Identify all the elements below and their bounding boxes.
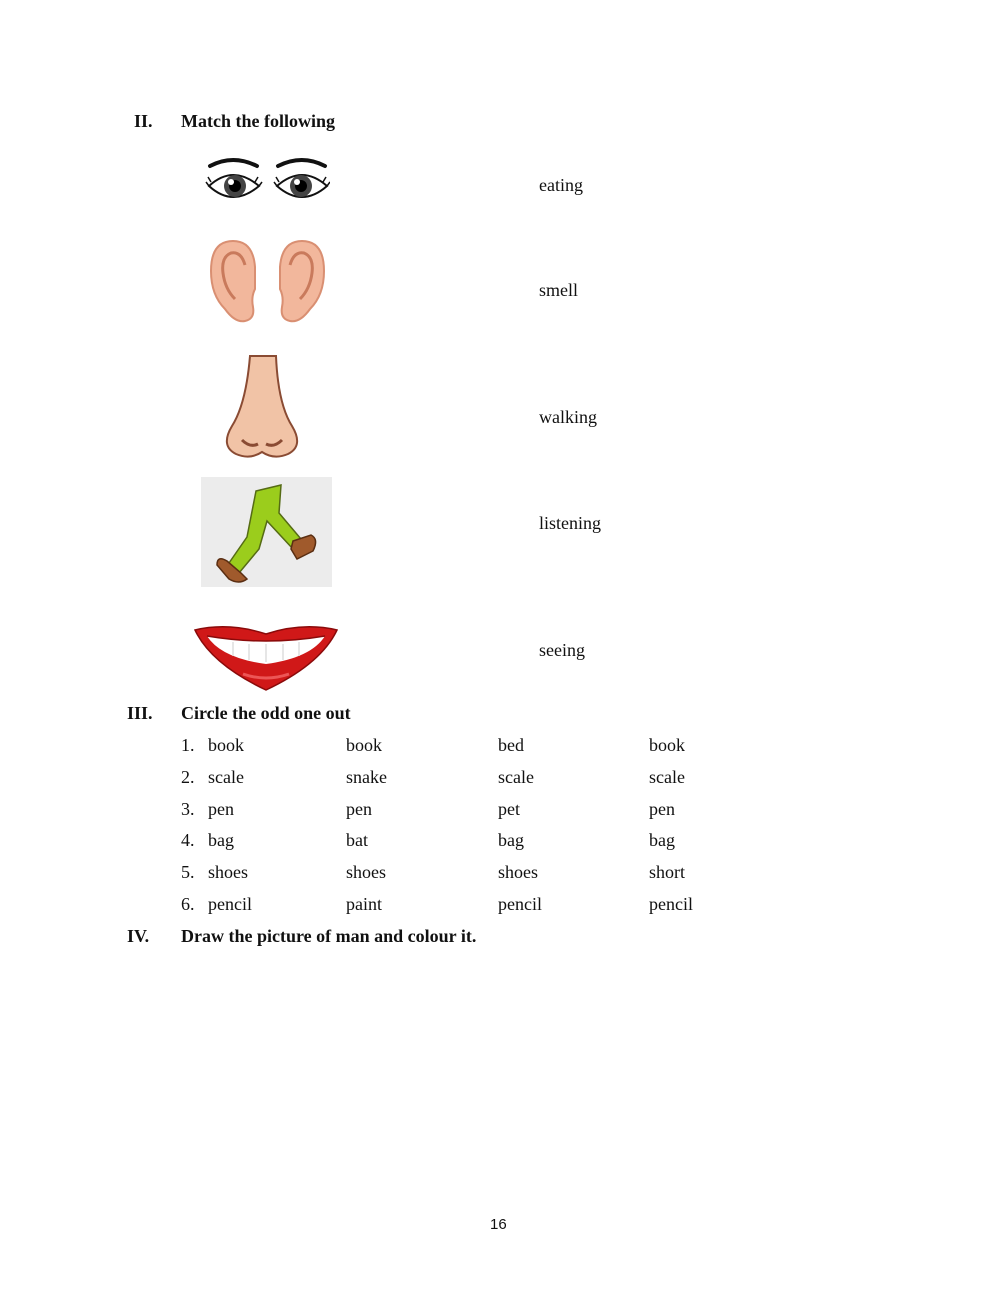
nose-icon (222, 354, 302, 460)
odd-word[interactable]: paint (346, 894, 382, 914)
odd-word[interactable]: book (649, 735, 685, 755)
row-number: 2. (181, 767, 195, 787)
page-number: 16 (490, 1216, 507, 1233)
odd-word[interactable]: book (208, 735, 244, 755)
section-2-roman: II. (134, 111, 153, 131)
section-3-roman: III. (127, 703, 153, 723)
match-word-seeing: seeing (539, 640, 585, 660)
odd-row-1 (181, 735, 781, 759)
match-word-smell: smell (539, 280, 578, 300)
odd-word[interactable]: shoes (498, 862, 538, 882)
odd-word[interactable]: short (649, 862, 685, 882)
section-4-title: Draw the picture of man and colour it. (181, 926, 477, 946)
odd-word[interactable]: shoes (346, 862, 386, 882)
odd-word[interactable]: shoes (208, 862, 248, 882)
odd-word[interactable]: pen (208, 799, 234, 819)
row-number: 4. (181, 830, 195, 850)
odd-word[interactable]: pen (346, 799, 372, 819)
odd-word[interactable]: book (346, 735, 382, 755)
match-word-walking: walking (539, 407, 597, 427)
odd-word[interactable]: bag (498, 830, 524, 850)
section-4-roman: IV. (127, 926, 150, 946)
odd-word[interactable]: pencil (498, 894, 542, 914)
odd-word[interactable]: bag (208, 830, 234, 850)
odd-row-5 (181, 862, 781, 886)
section-2-title: Match the following (181, 111, 335, 131)
odd-word[interactable]: pet (498, 799, 520, 819)
odd-word[interactable]: bag (649, 830, 675, 850)
odd-row-6 (181, 894, 781, 918)
drawing-area[interactable] (127, 960, 873, 1200)
lips-icon (193, 624, 339, 694)
ears-icon (205, 237, 330, 327)
odd-row-2 (181, 767, 781, 791)
match-word-eating: eating (539, 175, 583, 195)
row-number: 6. (181, 894, 195, 914)
odd-word[interactable]: pen (649, 799, 675, 819)
row-number: 3. (181, 799, 195, 819)
odd-word[interactable]: pencil (208, 894, 252, 914)
row-number: 1. (181, 735, 195, 755)
odd-word[interactable]: snake (346, 767, 387, 787)
odd-row-3 (181, 799, 781, 823)
odd-word[interactable]: bed (498, 735, 524, 755)
odd-word[interactable]: bat (346, 830, 368, 850)
row-number: 5. (181, 862, 195, 882)
match-word-listening: listening (539, 513, 601, 533)
legs-walking-icon (201, 477, 332, 587)
odd-word[interactable]: scale (649, 767, 685, 787)
eyes-icon (205, 152, 330, 214)
odd-word[interactable]: pencil (649, 894, 693, 914)
section-3-title: Circle the odd one out (181, 703, 351, 723)
odd-word[interactable]: scale (498, 767, 534, 787)
odd-word[interactable]: scale (208, 767, 244, 787)
odd-row-4 (181, 830, 781, 854)
